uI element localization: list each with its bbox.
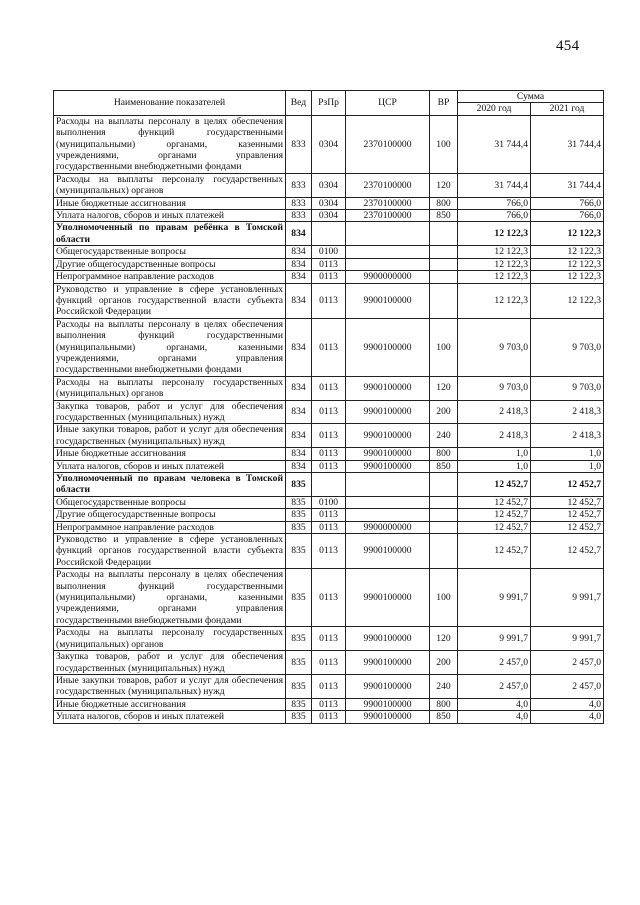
row-sum-2021-cell: 1,0 xyxy=(531,460,604,472)
table-row xyxy=(54,651,604,675)
table-row xyxy=(54,509,604,521)
row-sum-2020-cell: 766,0 xyxy=(458,210,531,222)
table-row xyxy=(54,246,604,258)
row-sum-2020-cell: 12 122,3 xyxy=(458,283,531,318)
row-csr-cell: 9900100000 xyxy=(346,448,430,460)
row-csr-cell xyxy=(346,222,430,246)
row-csr-cell: 9900100000 xyxy=(346,651,430,675)
row-ved-cell: 835 xyxy=(286,509,312,521)
row-sum-2020-cell: 2 457,0 xyxy=(458,651,531,675)
table-row xyxy=(54,473,604,497)
table-row xyxy=(54,283,604,318)
row-sum-2020-cell: 2 457,0 xyxy=(458,674,531,698)
row-sum-2020-cell: 31 744,4 xyxy=(458,173,531,197)
row-csr-cell: 2370100000 xyxy=(346,197,430,209)
header-2020: 2020 год xyxy=(458,103,531,115)
row-csr-cell: 2370100000 xyxy=(346,210,430,222)
row-name-cell: Иные бюджетные ассигнования xyxy=(54,197,286,209)
row-name-cell: Закупка товаров, работ и услуг для обеспечения государственных (муниципальных) нужд xyxy=(54,651,286,675)
row-ved-cell: 834 xyxy=(286,222,312,246)
row-vr-cell: 120 xyxy=(430,376,458,400)
row-ved-cell: 834 xyxy=(286,246,312,258)
row-ved-cell: 833 xyxy=(286,173,312,197)
table-row xyxy=(54,521,604,533)
row-sum-2021-cell: 12 452,7 xyxy=(531,496,604,508)
row-rzpr-cell: 0113 xyxy=(312,258,346,270)
row-sum-2021-cell: 31 744,4 xyxy=(531,115,604,173)
row-name-cell: Другие общегосударственные вопросы xyxy=(54,258,286,270)
table-row xyxy=(54,534,604,569)
table-row xyxy=(54,258,604,270)
row-csr-cell: 9900000000 xyxy=(346,521,430,533)
row-vr-cell: 120 xyxy=(430,627,458,651)
table-row xyxy=(54,496,604,508)
row-rzpr-cell: 0113 xyxy=(312,271,346,283)
row-sum-2021-cell: 12 122,3 xyxy=(531,258,604,270)
row-sum-2021-cell: 2 418,3 xyxy=(531,400,604,424)
row-rzpr-cell: 0113 xyxy=(312,318,346,376)
row-ved-cell: 834 xyxy=(286,283,312,318)
row-ved-cell: 835 xyxy=(286,534,312,569)
row-rzpr-cell xyxy=(312,222,346,246)
row-name-cell: Уплата налогов, сборов и иных платежей xyxy=(54,711,286,723)
row-vr-cell xyxy=(430,271,458,283)
row-ved-cell: 834 xyxy=(286,271,312,283)
table-row xyxy=(54,569,604,627)
row-vr-cell xyxy=(430,222,458,246)
row-vr-cell xyxy=(430,283,458,318)
table-row xyxy=(54,674,604,698)
row-name-cell: Иные закупки товаров, работ и услуг для обеспечения государственных (муниципальных) нужд xyxy=(54,674,286,698)
row-rzpr-cell: 0113 xyxy=(312,376,346,400)
row-sum-2020-cell: 12 122,3 xyxy=(458,271,531,283)
row-sum-2020-cell: 4,0 xyxy=(458,711,531,723)
row-name-cell: Непрограммное направление расходов xyxy=(54,521,286,533)
row-ved-cell: 835 xyxy=(286,473,312,497)
row-rzpr-cell: 0113 xyxy=(312,534,346,569)
row-vr-cell: 240 xyxy=(430,424,458,448)
row-vr-cell: 800 xyxy=(430,197,458,209)
row-sum-2020-cell: 12 122,3 xyxy=(458,246,531,258)
row-sum-2020-cell: 9 991,7 xyxy=(458,627,531,651)
row-vr-cell: 100 xyxy=(430,115,458,173)
row-rzpr-cell: 0100 xyxy=(312,246,346,258)
row-csr-cell xyxy=(346,496,430,508)
table-row xyxy=(54,271,604,283)
row-ved-cell: 835 xyxy=(286,711,312,723)
table-row xyxy=(54,627,604,651)
row-vr-cell xyxy=(430,496,458,508)
row-vr-cell xyxy=(430,521,458,533)
row-csr-cell: 9900100000 xyxy=(346,569,430,627)
row-ved-cell: 833 xyxy=(286,115,312,173)
row-rzpr-cell: 0113 xyxy=(312,460,346,472)
row-ved-cell: 835 xyxy=(286,496,312,508)
row-name-cell: Иные закупки товаров, работ и услуг для обеспечения государственных (муниципальных) нужд xyxy=(54,424,286,448)
row-ved-cell: 835 xyxy=(286,521,312,533)
row-ved-cell: 834 xyxy=(286,460,312,472)
row-rzpr-cell xyxy=(312,473,346,497)
row-name-cell: Уплата налогов, сборов и иных платежей xyxy=(54,460,286,472)
row-csr-cell: 9900100000 xyxy=(346,376,430,400)
header-vr: ВР xyxy=(430,91,458,116)
row-name-cell: Уполномоченный по правам человека в Томской области xyxy=(54,473,286,497)
row-name-cell: Расходы на выплаты персоналу государственных (муниципальных) органов xyxy=(54,376,286,400)
row-ved-cell: 835 xyxy=(286,627,312,651)
table-row xyxy=(54,173,604,197)
row-sum-2021-cell: 2 418,3 xyxy=(531,424,604,448)
row-csr-cell: 9900100000 xyxy=(346,698,430,710)
row-name-cell: Иные бюджетные ассигнования xyxy=(54,698,286,710)
row-name-cell: Расходы на выплаты персоналу в целях обеспечения выполнения функций государственными (муниципальными) органами, казенными учреждениями, органами управления государственными внебюджетными фондами xyxy=(54,569,286,627)
row-ved-cell: 834 xyxy=(286,448,312,460)
row-name-cell: Другие общегосударственные вопросы xyxy=(54,509,286,521)
row-sum-2020-cell: 12 452,7 xyxy=(458,534,531,569)
row-csr-cell: 2370100000 xyxy=(346,173,430,197)
row-name-cell: Расходы на выплаты персоналу в целях обеспечения выполнения функций государственными (муниципальными) органами, казенными учреждениями, органами управления государственными внебюджетными фондами xyxy=(54,115,286,173)
table-header xyxy=(54,91,604,116)
row-vr-cell xyxy=(430,509,458,521)
table-row xyxy=(54,318,604,376)
row-rzpr-cell: 0113 xyxy=(312,651,346,675)
row-csr-cell: 9900100000 xyxy=(346,424,430,448)
row-sum-2021-cell: 12 452,7 xyxy=(531,534,604,569)
row-ved-cell: 834 xyxy=(286,258,312,270)
row-rzpr-cell: 0100 xyxy=(312,496,346,508)
row-vr-cell: 100 xyxy=(430,569,458,627)
row-sum-2021-cell: 12 452,7 xyxy=(531,509,604,521)
row-name-cell: Расходы на выплаты персоналу в целях обеспечения выполнения функций государственными (муниципальными) органами, казенными учреждениями, органами управления государственными внебюджетными фондами xyxy=(54,318,286,376)
header-sum: Сумма xyxy=(458,91,604,103)
row-sum-2021-cell: 766,0 xyxy=(531,197,604,209)
header-csr: ЦСР xyxy=(346,91,430,116)
row-name-cell: Руководство и управление в сфере установленных функций органов государственной власти субъекта Российской Федерации xyxy=(54,534,286,569)
row-name-cell: Уполномоченный по правам ребёнка в Томской области xyxy=(54,222,286,246)
row-vr-cell: 800 xyxy=(430,698,458,710)
row-ved-cell: 834 xyxy=(286,376,312,400)
row-sum-2020-cell: 12 452,7 xyxy=(458,496,531,508)
row-sum-2021-cell: 12 122,3 xyxy=(531,271,604,283)
row-sum-2020-cell: 2 418,3 xyxy=(458,424,531,448)
row-csr-cell: 9900100000 xyxy=(346,534,430,569)
row-csr-cell xyxy=(346,246,430,258)
row-vr-cell: 120 xyxy=(430,173,458,197)
table-row xyxy=(54,448,604,460)
row-vr-cell xyxy=(430,246,458,258)
row-sum-2020-cell: 9 703,0 xyxy=(458,318,531,376)
row-vr-cell: 850 xyxy=(430,711,458,723)
row-vr-cell: 240 xyxy=(430,674,458,698)
row-ved-cell: 835 xyxy=(286,651,312,675)
row-sum-2021-cell: 2 457,0 xyxy=(531,674,604,698)
row-sum-2021-cell: 4,0 xyxy=(531,711,604,723)
row-sum-2020-cell: 12 452,7 xyxy=(458,473,531,497)
row-ved-cell: 833 xyxy=(286,197,312,209)
row-name-cell: Иные бюджетные ассигнования xyxy=(54,448,286,460)
row-name-cell: Непрограммное направление расходов xyxy=(54,271,286,283)
row-rzpr-cell: 0304 xyxy=(312,173,346,197)
row-csr-cell: 9900100000 xyxy=(346,400,430,424)
row-csr-cell xyxy=(346,509,430,521)
row-vr-cell: 200 xyxy=(430,651,458,675)
row-rzpr-cell: 0113 xyxy=(312,283,346,318)
row-rzpr-cell: 0113 xyxy=(312,424,346,448)
row-sum-2020-cell: 12 122,3 xyxy=(458,258,531,270)
row-vr-cell: 800 xyxy=(430,448,458,460)
table-row xyxy=(54,210,604,222)
row-name-cell: Руководство и управление в сфере установленных функций органов государственной власти субъекта Российской Федерации xyxy=(54,283,286,318)
table-body xyxy=(54,115,604,723)
row-ved-cell: 835 xyxy=(286,698,312,710)
row-sum-2020-cell: 9 991,7 xyxy=(458,569,531,627)
row-vr-cell xyxy=(430,473,458,497)
row-rzpr-cell: 0304 xyxy=(312,197,346,209)
row-ved-cell: 834 xyxy=(286,424,312,448)
row-vr-cell: 850 xyxy=(430,210,458,222)
row-sum-2021-cell: 4,0 xyxy=(531,698,604,710)
row-sum-2021-cell: 9 703,0 xyxy=(531,318,604,376)
row-name-cell: Закупка товаров, работ и услуг для обеспечения государственных (муниципальных) нужд xyxy=(54,400,286,424)
header-ved: Вед xyxy=(286,91,312,116)
row-rzpr-cell: 0113 xyxy=(312,509,346,521)
row-rzpr-cell: 0304 xyxy=(312,115,346,173)
row-name-cell: Общегосударственные вопросы xyxy=(54,246,286,258)
row-csr-cell: 9900100000 xyxy=(346,674,430,698)
row-sum-2021-cell: 12 122,3 xyxy=(531,222,604,246)
row-sum-2020-cell: 2 418,3 xyxy=(458,400,531,424)
table-row xyxy=(54,376,604,400)
header-2021: 2021 год xyxy=(531,103,604,115)
row-ved-cell: 834 xyxy=(286,318,312,376)
row-rzpr-cell: 0113 xyxy=(312,711,346,723)
row-csr-cell xyxy=(346,473,430,497)
row-sum-2020-cell: 1,0 xyxy=(458,460,531,472)
table-row xyxy=(54,460,604,472)
row-csr-cell: 9900100000 xyxy=(346,711,430,723)
row-vr-cell xyxy=(430,534,458,569)
row-ved-cell: 835 xyxy=(286,569,312,627)
row-csr-cell: 9900100000 xyxy=(346,460,430,472)
row-sum-2021-cell: 31 744,4 xyxy=(531,173,604,197)
header-rzpr: РзПр xyxy=(312,91,346,116)
row-vr-cell xyxy=(430,258,458,270)
page-number: 454 xyxy=(556,38,580,54)
budget-table xyxy=(53,90,604,724)
row-csr-cell xyxy=(346,258,430,270)
row-sum-2021-cell: 2 457,0 xyxy=(531,651,604,675)
row-csr-cell: 9900000000 xyxy=(346,271,430,283)
row-sum-2021-cell: 766,0 xyxy=(531,210,604,222)
table-row xyxy=(54,115,604,173)
row-sum-2020-cell: 1,0 xyxy=(458,448,531,460)
row-vr-cell: 850 xyxy=(430,460,458,472)
row-rzpr-cell: 0113 xyxy=(312,400,346,424)
row-csr-cell: 2370100000 xyxy=(346,115,430,173)
row-rzpr-cell: 0113 xyxy=(312,674,346,698)
row-sum-2020-cell: 766,0 xyxy=(458,197,531,209)
table-row xyxy=(54,711,604,723)
table-row xyxy=(54,424,604,448)
table-row xyxy=(54,197,604,209)
row-csr-cell: 9900100000 xyxy=(346,283,430,318)
row-sum-2021-cell: 9 991,7 xyxy=(531,627,604,651)
row-sum-2020-cell: 31 744,4 xyxy=(458,115,531,173)
row-sum-2021-cell: 12 452,7 xyxy=(531,521,604,533)
row-csr-cell: 9900100000 xyxy=(346,318,430,376)
row-rzpr-cell: 0113 xyxy=(312,698,346,710)
row-rzpr-cell: 0113 xyxy=(312,627,346,651)
row-name-cell: Расходы на выплаты персоналу государственных (муниципальных) органов xyxy=(54,173,286,197)
row-sum-2021-cell: 1,0 xyxy=(531,448,604,460)
row-name-cell: Уплата налогов, сборов и иных платежей xyxy=(54,210,286,222)
row-sum-2020-cell: 9 703,0 xyxy=(458,376,531,400)
row-sum-2021-cell: 9 991,7 xyxy=(531,569,604,627)
table-row xyxy=(54,400,604,424)
row-sum-2020-cell: 4,0 xyxy=(458,698,531,710)
row-sum-2020-cell: 12 452,7 xyxy=(458,521,531,533)
row-sum-2021-cell: 12 122,3 xyxy=(531,246,604,258)
row-sum-2021-cell: 9 703,0 xyxy=(531,376,604,400)
row-vr-cell: 100 xyxy=(430,318,458,376)
row-rzpr-cell: 0113 xyxy=(312,448,346,460)
row-csr-cell: 9900100000 xyxy=(346,627,430,651)
row-sum-2021-cell: 12 122,3 xyxy=(531,283,604,318)
row-ved-cell: 835 xyxy=(286,674,312,698)
row-ved-cell: 834 xyxy=(286,400,312,424)
header-name: Наименование показателей xyxy=(54,91,286,116)
row-rzpr-cell: 0304 xyxy=(312,210,346,222)
row-sum-2020-cell: 12 122,3 xyxy=(458,222,531,246)
row-rzpr-cell: 0113 xyxy=(312,521,346,533)
row-rzpr-cell: 0113 xyxy=(312,569,346,627)
row-name-cell: Общегосударственные вопросы xyxy=(54,496,286,508)
row-sum-2021-cell: 12 452,7 xyxy=(531,473,604,497)
row-sum-2020-cell: 12 452,7 xyxy=(458,509,531,521)
row-ved-cell: 833 xyxy=(286,210,312,222)
table-row xyxy=(54,222,604,246)
row-vr-cell: 200 xyxy=(430,400,458,424)
row-name-cell: Расходы на выплаты персоналу государственных (муниципальных) органов xyxy=(54,627,286,651)
table-row xyxy=(54,698,604,710)
